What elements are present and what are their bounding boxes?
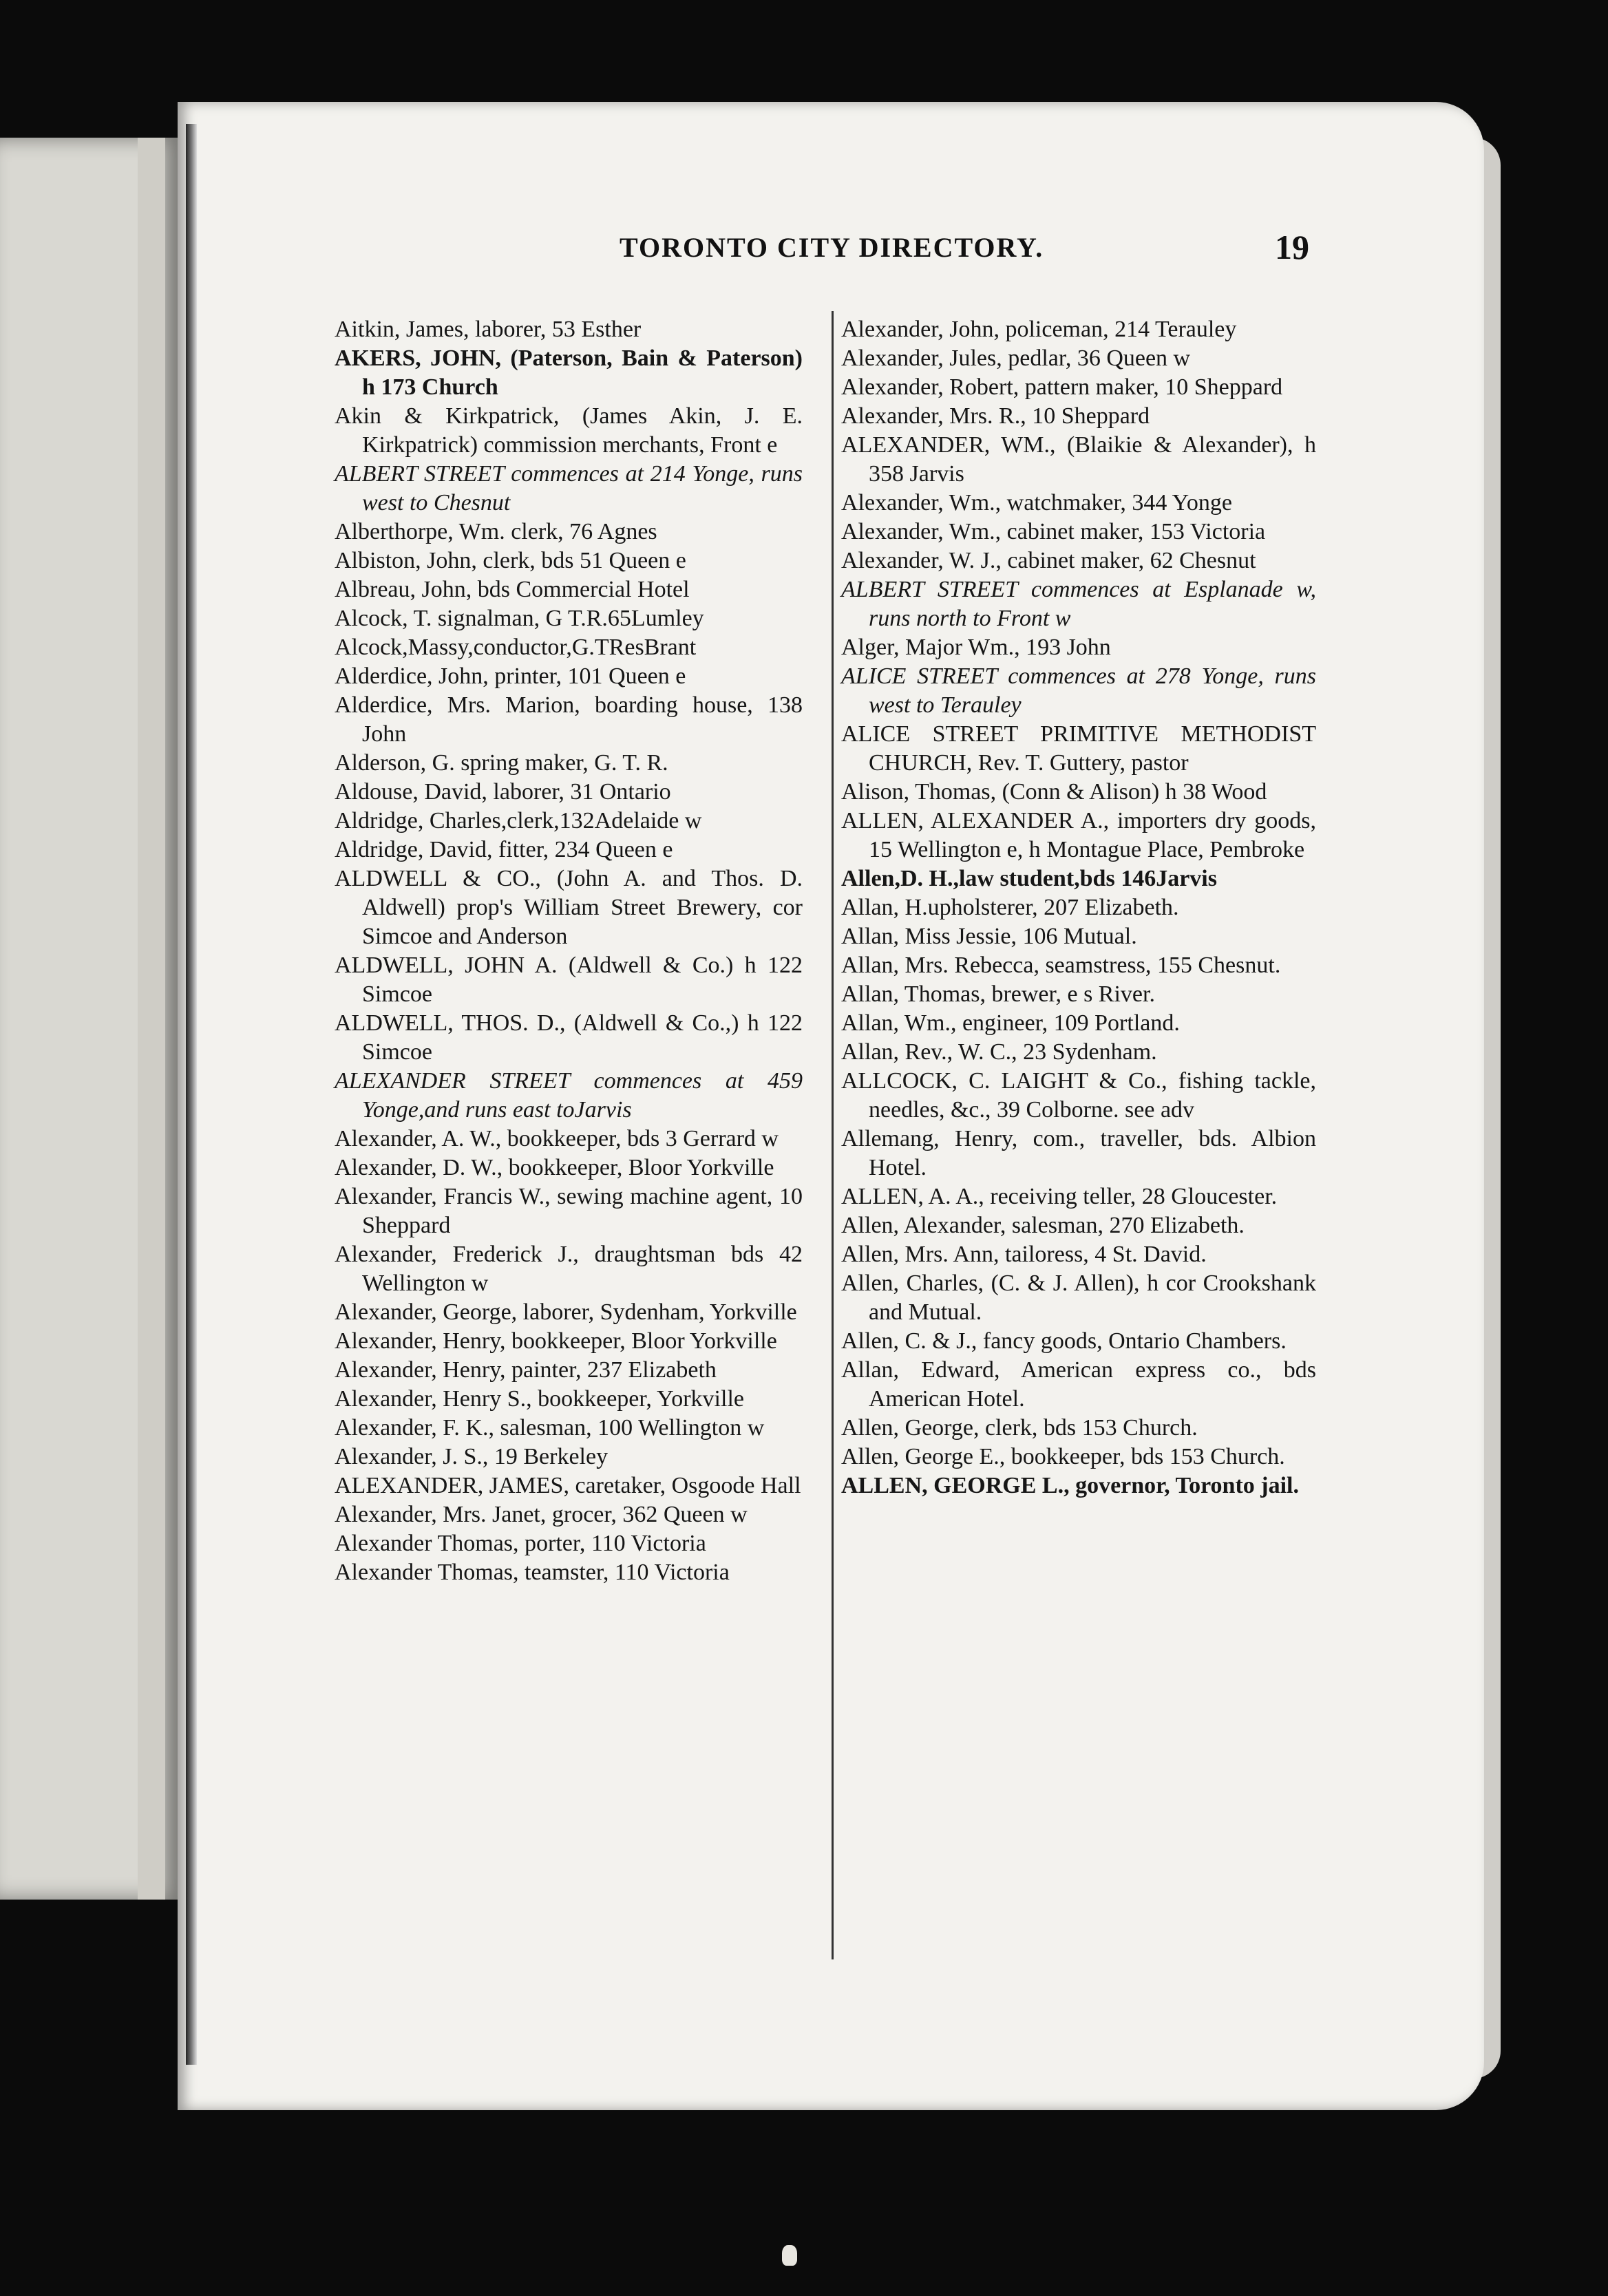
directory-entry: Akin & Kirkpatrick, (James Akin, J. E. Kirkpatrick) commission merchants, Front e <box>335 403 803 458</box>
directory-entry: Allan, Rev., W. C., 23 Sydenham. <box>841 1039 1157 1065</box>
directory-entry: Aldridge, Charles,clerk,132Adelaide w <box>335 808 702 833</box>
directory-entry: Alderdice, Mrs. Marion, boarding house, 138 John <box>335 692 803 747</box>
directory-entry: Alexander, W. J., cabinet maker, 62 Chesnut <box>841 548 1256 573</box>
directory-entry: Allan, H.upholsterer, 207 Elizabeth. <box>841 895 1179 920</box>
directory-entry: ALLEN, GEORGE L., governor, Toronto jail. <box>841 1473 1299 1498</box>
directory-entry: Aldridge, David, fitter, 234 Queen e <box>335 837 673 862</box>
directory-entry: Allen, C. & J., fancy goods, Ontario Chambers. <box>841 1328 1287 1354</box>
directory-entry: Alexander, John, policeman, 214 Terauley <box>841 317 1237 342</box>
book-gutter <box>186 124 197 2065</box>
facing-page-edge <box>0 138 178 1900</box>
directory-entry: Alcock,Massy,conductor,G.TResBrant <box>335 635 697 660</box>
directory-entry: Allen,D. H.,law student,bds 146Jarvis <box>841 866 1217 891</box>
directory-entry: Alexander, J. S., 19 Berkeley <box>335 1444 609 1469</box>
directory-entry: Alcock, T. signalman, G T.R.65Lumley <box>335 606 704 631</box>
directory-entry: Alexander, Henry, painter, 237 Elizabeth <box>335 1357 717 1383</box>
directory-entry: ALDWELL & CO., (John A. and Thos. D. Aldwell) prop's William Street Brewery, cor Simcoe and Anderson <box>335 866 803 949</box>
street-entry: ALEXANDER STREET commences at 459 Yonge,and runs east toJarvis <box>335 1068 803 1123</box>
directory-entry: Allan, Edward, American express co., bds American Hotel. <box>841 1357 1316 1412</box>
directory-entry: ALLEN, ALEXANDER A., importers dry goods, 15 Wellington e, h Montague Place, Pembroke <box>841 808 1316 862</box>
directory-entry: Allan, Thomas, brewer, e s River. <box>841 981 1155 1007</box>
directory-entry: Alexander, Henry S., bookkeeper, Yorkville <box>335 1386 744 1412</box>
page-number: 19 <box>1275 228 1309 266</box>
directory-entry: Alison, Thomas, (Conn & Alison) h 38 Wood <box>841 779 1267 805</box>
directory-entry: Alexander, Mrs. Janet, grocer, 362 Queen w <box>335 1502 748 1527</box>
paper-blemish <box>782 2245 797 2266</box>
directory-entry: ALDWELL, JOHN A. (Aldwell & Co.) h 122 Simcoe <box>335 953 803 1007</box>
torn-page-strip <box>138 138 165 1900</box>
directory-entry: ALLCOCK, C. LAIGHT & Co., fishing tackle, needles, &c., 39 Colborne. see adv <box>841 1068 1316 1123</box>
directory-entry: ALDWELL, THOS. D., (Aldwell & Co.,) h 122 Simcoe <box>335 1010 803 1065</box>
directory-entry: Allen, Charles, (C. & J. Allen), h cor Crookshank and Mutual. <box>841 1271 1316 1325</box>
directory-entry: ALEXANDER, WM., (Blaikie & Alexander), h 358 Jarvis <box>841 432 1316 487</box>
directory-entry: Alger, Major Wm., 193 John <box>841 635 1111 660</box>
directory-entry: Alexander, Henry, bookkeeper, Bloor Yorkville <box>335 1328 777 1354</box>
directory-entry: Alexander, A. W., bookkeeper, bds 3 Gerrard w <box>335 1126 779 1151</box>
directory-entry: Alexander Thomas, teamster, 110 Victoria <box>335 1560 730 1585</box>
directory-entry: Aldouse, David, laborer, 31 Ontario <box>335 779 671 805</box>
directory-entry: AKERS, JOHN, (Paterson, Bain & Paterson) h 173 Church <box>335 346 803 400</box>
directory-entry: Allan, Miss Jessie, 106 Mutual. <box>841 924 1137 949</box>
directory-entry: ALLEN, A. A., receiving teller, 28 Gloucester. <box>841 1184 1278 1209</box>
directory-entry: Alexander Thomas, porter, 110 Victoria <box>335 1531 706 1556</box>
directory-entry: Allen, Alexander, salesman, 270 Elizabeth. <box>841 1213 1245 1238</box>
left-column <box>335 315 803 1587</box>
directory-entry: Alberthorpe, Wm. clerk, 76 Agnes <box>335 519 657 544</box>
directory-entry: Albreau, John, bds Commercial Hotel <box>335 577 690 602</box>
directory-entry: Alexander, Jules, pedlar, 36 Queen w <box>841 346 1191 371</box>
street-entry: ALBERT STREET commences at 214 Yonge, runs west to Chesnut <box>335 461 803 515</box>
directory-entry: Allen, Mrs. Ann, tailoress, 4 St. David. <box>841 1242 1207 1267</box>
directory-entry: Allemang, Henry, com., traveller, bds. Albion Hotel. <box>841 1126 1316 1180</box>
right-column <box>841 315 1316 1500</box>
directory-entry: Alderson, G. spring maker, G. T. R. <box>335 750 668 776</box>
directory-entry: Alexander, Francis W., sewing machine agent, 10 Sheppard <box>335 1184 803 1238</box>
street-entry: ALBERT STREET commences at Esplanade w, runs north to Front w <box>841 577 1316 631</box>
directory-entry: Alexander, Frederick J., draughtsman bds 42 Wellington w <box>335 1242 803 1296</box>
directory-entry: Allan, Mrs. Rebecca, seamstress, 155 Chesnut. <box>841 953 1281 978</box>
directory-entry: ALEXANDER, JAMES, caretaker, Osgoode Hall <box>335 1473 801 1498</box>
directory-entry: Alexander, Wm., watchmaker, 344 Yonge <box>841 490 1232 515</box>
directory-entry: Allan, Wm., engineer, 109 Portland. <box>841 1010 1180 1036</box>
directory-entry: Allen, George, clerk, bds 153 Church. <box>841 1415 1198 1441</box>
directory-entry: Alexander, Robert, pattern maker, 10 Sheppard <box>841 374 1283 400</box>
column-rule <box>832 311 834 1959</box>
directory-entry: Allen, George E., bookkeeper, bds 153 Church. <box>841 1444 1285 1469</box>
directory-entry: Aitkin, James, laborer, 53 Esther <box>335 317 642 342</box>
directory-entry: Albiston, John, clerk, bds 51 Queen e <box>335 548 686 573</box>
directory-entry: Alderdice, John, printer, 101 Queen e <box>335 663 686 689</box>
directory-entry: Alexander, Wm., cabinet maker, 153 Victoria <box>841 519 1266 544</box>
directory-entry: Alexander, George, laborer, Sydenham, Yorkville <box>335 1299 797 1325</box>
running-head: TORONTO CITY DIRECTORY. <box>620 232 1044 263</box>
directory-entry: Alexander, F. K., salesman, 100 Wellington w <box>335 1415 765 1441</box>
directory-entry: Alexander, Mrs. R., 10 Sheppard <box>841 403 1150 429</box>
directory-entry: Alexander, D. W., bookkeeper, Bloor Yorkville <box>335 1155 774 1180</box>
street-entry: ALICE STREET commences at 278 Yonge, runs west to Terauley <box>841 663 1316 718</box>
directory-entry: ALICE STREET PRIMITIVE METHODIST CHURCH, Rev. T. Guttery, pastor <box>841 721 1316 776</box>
